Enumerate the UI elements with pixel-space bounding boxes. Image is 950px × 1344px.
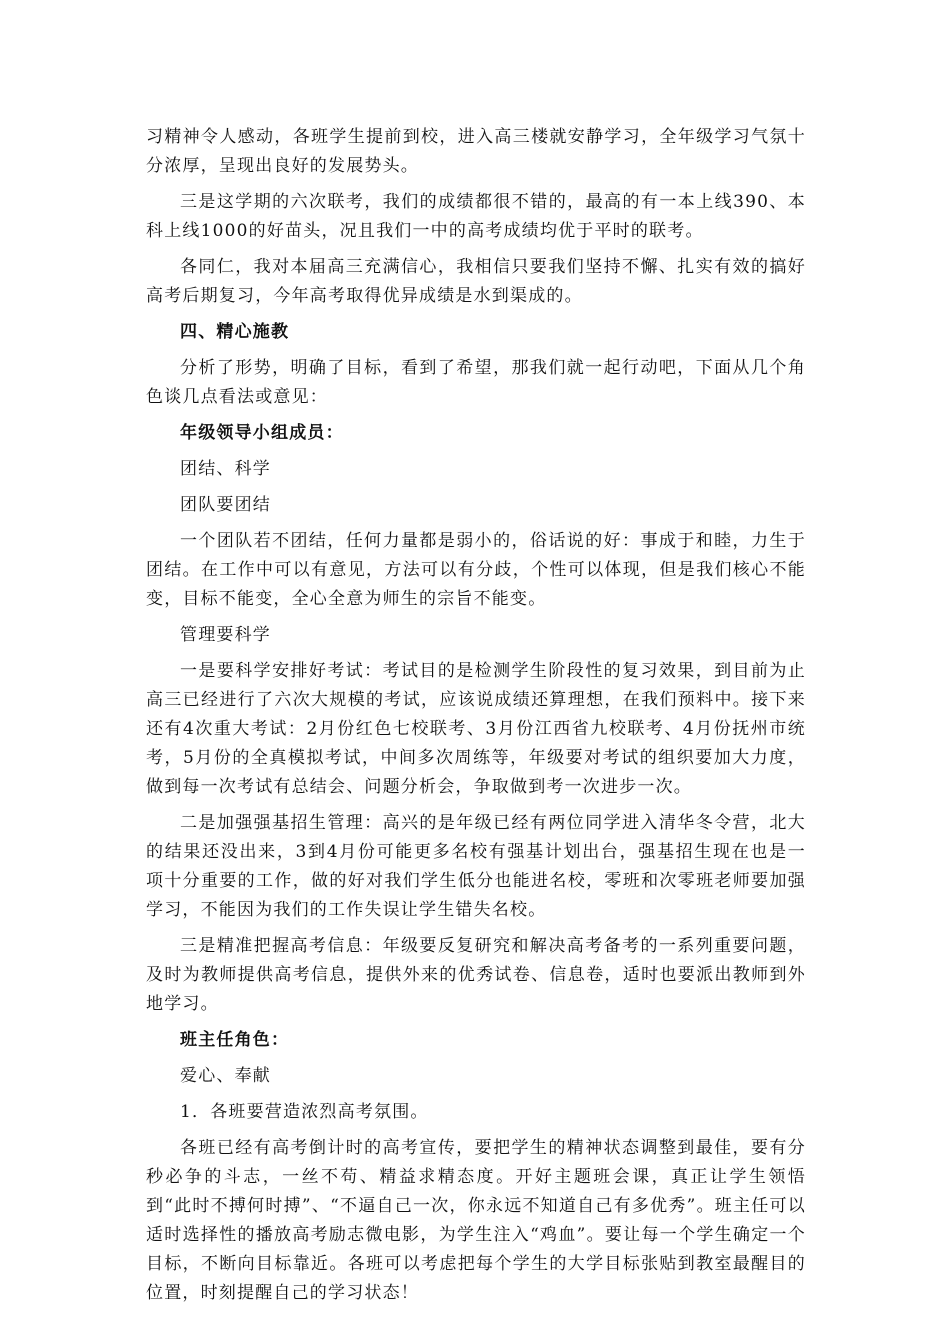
paragraph-admission-management: 二是加强强基招生管理：高兴的是年级已经有两位同学进入清华冬令营，北大的结果还没出来，3到4月份可能更多名校有强基计划出台，强基招生现在也是一项十分重要的工作，做的好对我们学生低分也能进名校，零班和次零班老师要加强学习，不能因为我们的工作失误让学生错失名校。	[146, 813, 806, 920]
subheading-leadership: 年级领导小组成员：	[180, 423, 344, 443]
paragraph-exam-information: 三是精准把握高考信息：年级要反复研究和解决高考备考的一系列重要问题，及时为教师提供高考信息，提供外来的优秀试卷、信息卷，适时也要派出教师到外地学习。	[146, 936, 806, 1014]
paragraph-exam-arrangement: 一是要科学安排好考试：考试目的是检测学生阶段性的复习效果，到目前为止高三已经进行了六次大规模的考试，应该说成绩还算理想，在我们预料中。接下来还有4次重大考试：2月份红色七校联考、3月份江西省九校联考、4月份抚州市统考，5月份的全真模拟考试，中间多次周练等，年级要对考试的组织要加大力度，做到每一次考试有总结会、问题分析会，争取做到考一次进步一次。	[146, 661, 806, 797]
document-body	[146, 123, 806, 1315]
paragraph-management-title: 管理要科学	[180, 625, 271, 645]
paragraph-item-atmosphere: 1．各班要营造浓烈高考氛围。	[180, 1102, 429, 1122]
paragraph-atmosphere-details: 各班已经有高考倒计时的高考宣传，要把学生的精神状态调整到最佳，要有分秒必争的斗志，一丝不苟、精益求精态度。开好主题班会课，真正让学生领悟到“此时不搏何时搏”、“不逼自己一次，你永远不知道自己有多优秀”。班主任可以适时选择性的播放高考励志微电影，为学生注入“鸡血”。要让每一个学生确定一个目标，不断向目标靠近。各班可以考虑把每个学生的大学目标张贴到教室最醒目的位置，时刻提醒自己的学习状态！	[146, 1138, 806, 1303]
paragraph-continuation: 习精神令人感动，各班学生提前到校，进入高三楼就安静学习，全年级学习气氛十分浓厚，呈现出良好的发展势头。	[146, 127, 806, 176]
paragraph-exam-results: 三是这学期的六次联考，我们的成绩都很不错的，最高的有一本上线390、本科上线1000的好苗头，况且我们一中的高考成绩均优于平时的联考。	[146, 192, 806, 241]
paragraph-leadership-keywords: 团结、科学	[180, 459, 271, 479]
subheading-head-teacher: 班主任角色：	[180, 1030, 290, 1050]
paragraph-head-teacher-keywords: 爱心、奉献	[180, 1066, 271, 1086]
paragraph-confidence: 各同仁，我对本届高三充满信心，我相信只要我们坚持不懈、扎实有效的搞好高考后期复习，今年高考取得优异成绩是水到渠成的。	[146, 257, 806, 306]
paragraph-team-unity: 一个团队若不团结，任何力量都是弱小的，俗话说的好：事成于和睦，力生于团结。在工作中可以有意见，方法可以有分歧，个性可以体现，但是我们核心不能变，目标不能变，全心全意为师生的宗旨不能变。	[146, 531, 806, 609]
paragraph-intro-roles: 分析了形势，明确了目标，看到了希望，那我们就一起行动吧，下面从几个角色谈几点看法或意见：	[146, 358, 806, 407]
section-heading-teaching: 四、精心施教	[180, 322, 290, 342]
paragraph-team-unity-title: 团队要团结	[180, 495, 271, 515]
